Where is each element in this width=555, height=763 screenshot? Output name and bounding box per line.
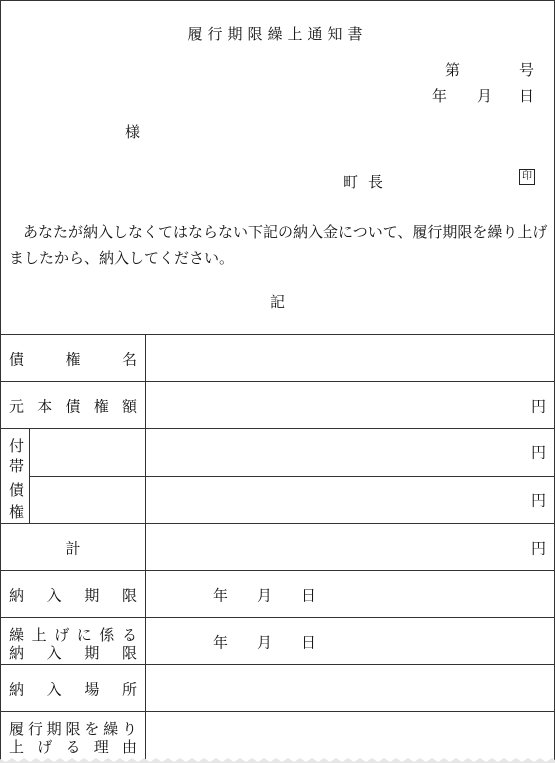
- incidental-char-1: 付: [9, 437, 25, 455]
- due-date-month: 月: [257, 586, 273, 604]
- date-day-label: 日: [519, 87, 535, 105]
- due-date-day: 日: [301, 586, 317, 604]
- table-row-incidental: [1, 428, 554, 524]
- payment-place-label: 納入場所: [9, 680, 137, 698]
- accelerated-label-line1: 繰上げに係る: [9, 626, 137, 644]
- table-row-accelerated-due-date: [1, 617, 554, 665]
- incidental-label-column: [1, 429, 30, 524]
- ki-heading: 記: [269, 293, 285, 311]
- table-row-due-date: [1, 570, 554, 618]
- incidental-yen-unit-2: 円: [530, 491, 546, 510]
- table-row-payment-place: [1, 664, 554, 712]
- principal-label: 元本債権額: [9, 397, 137, 415]
- table-row-total: [1, 523, 554, 571]
- incidental-char-4: 権: [9, 503, 25, 521]
- incidental-sub-cell-2: [30, 476, 146, 524]
- accelerated-day: 日: [301, 633, 317, 651]
- accelerated-year: 年: [213, 633, 229, 651]
- table-row-principal: [1, 381, 554, 429]
- principal-yen-unit: 円: [530, 397, 546, 415]
- accelerated-label-line2: 納入期限: [9, 644, 137, 662]
- document-title: 履行期限繰上通知書: [187, 25, 368, 43]
- accelerated-month: 月: [257, 633, 273, 651]
- incidental-divider: [146, 476, 554, 477]
- incidental-char-3: 債: [9, 481, 25, 499]
- date-month-label: 月: [477, 87, 493, 105]
- addressee-honorific: 様: [125, 123, 141, 141]
- incidental-char-2: 帯: [9, 457, 25, 475]
- date-year-label: 年: [432, 87, 448, 105]
- incidental-sub-cell-1: [30, 429, 146, 476]
- due-date-label: 納入期限: [9, 586, 137, 604]
- table-row-reason: [1, 711, 554, 763]
- reason-label-line2: 上げる理由: [9, 738, 137, 756]
- total-yen-unit: 円: [530, 539, 546, 557]
- notice-body-text: あなたが納入しなくてはならない下記の納入金について、履行期限を繰り上げましたから、納入してください。: [9, 223, 548, 267]
- document-number-suffix: 号: [519, 61, 535, 79]
- document-number-prefix: 第: [445, 61, 461, 79]
- issuer-title: 町長: [343, 173, 394, 191]
- total-label: 計: [65, 539, 81, 557]
- table-row-creditor-name: [1, 334, 554, 382]
- torn-edge: [0, 757, 555, 763]
- seal-mark: 印: [519, 169, 535, 185]
- reason-label-line1: 履行期限を繰り: [9, 720, 137, 738]
- incidental-yen-unit-1: 円: [530, 443, 546, 462]
- creditor-name-label: 債権名: [9, 350, 137, 368]
- due-date-year: 年: [213, 586, 229, 604]
